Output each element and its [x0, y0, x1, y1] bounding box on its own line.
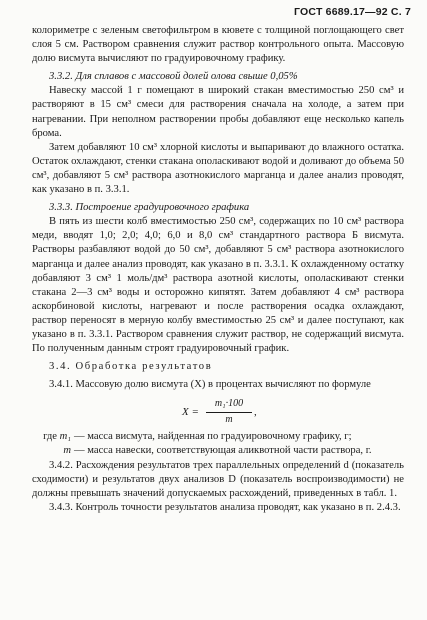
- formula-fraction: [206, 397, 252, 427]
- section-heading-text: 3.3.3. Построение градуировочного графика: [49, 202, 250, 214]
- paragraph-calibration: В пять из шести колб вместимостью 250 см³, содержащих по 10 см³ раствора меди, вводят 1,0; 2,0; 4,0; 6,0 и 8,0 см³ стандартного раствора Б висмута. Растворы разбавляют водой до 50 см³, добавляют 5 см³ раствора азотнокислого марганца и далее анализ проводят, как указано в п. 3.3.1. К охлажденному остатку добавляют 3 см³ 1 моль/дм³ раствора азотной кислоты, ополаскивают стенки стакана 2—3 см³ воды и осторожно кипятят. Затем добавляют 4 см³ раствора аскорбиновой кислоты, нагревают и после растворения осадка охлаждают, раствор переносят в мерную колбу вместимостью 25 см³ и далее поступают, как указано в п. 3.3.1. Раствором сравнения служит раствор, не содержащий висмута. По полученным данным строят градуировочный график.: [32, 216, 404, 355]
- definition-m: [32, 444, 404, 458]
- paragraph-formula-intro: 3.4.1. Массовую долю висмута (X) в процентах вычисляют по формуле: [49, 379, 371, 391]
- definition-symbol: m: [63, 445, 71, 457]
- paragraph-sample: Навеску массой 1 г помещают в широкий стакан вместимостью 250 см³ и растворяют в 15 см³ смеси для растворения сначала на холоде, а затем при нагревании. При неполном растворении пробы добавляют еще несколько капель брома.: [32, 85, 404, 139]
- section-heading-3-4: 3.4. Обработка результатов: [49, 361, 213, 373]
- paragraph-accuracy-control: 3.4.3. Контроль точности результатов анализа проводят, как указано в п. 2.4.3.: [49, 501, 401, 513]
- formula-numerator: m₁·100: [206, 397, 252, 413]
- definition-text: — масса навески, соответствующая аликвотной части раствора, г.: [74, 445, 372, 457]
- definition-m1: [32, 430, 404, 444]
- section-heading-3-3-3: [32, 201, 404, 215]
- bismuth-formula: [32, 397, 404, 427]
- formula-comma: ,: [254, 406, 257, 419]
- definition-text: — масса висмута, найденная по градуировочному графику, г;: [74, 431, 352, 443]
- definition-symbol: где m₁: [43, 431, 71, 443]
- page-header: ГОСТ 6689.17—92 С. 7: [294, 6, 411, 18]
- paragraph-discrepancies: 3.4.2. Расхождения результатов трех параллельных определений d (показатель сходимости) и результатов двух анализов D (показатель воспроизводимости) не должны превышать значений допускаемых расхождений, приведенных в табл. 1.: [32, 459, 404, 499]
- section-heading-3-3-2: [32, 70, 404, 84]
- formula-lhs: X =: [182, 406, 199, 419]
- paragraph-evaporation: Затем добавляют 10 см³ хлорной кислоты и выпаривают до влажного остатка. Остаток охлаждают, стенки стакана ополаскивают водой и доливают до объема 50 см³, добавляют 5 см³ раствора азотнокислого марганца и далее анализ проводят, как указано в п. 3.3.1.: [32, 141, 404, 196]
- document-body: [32, 24, 404, 515]
- paragraph-colorimeter: колориметре с зеленым светофильтром в кювете с толщиной поглощающего свет слоя 5 см. Раствором сравнения служит раствор контрольного опыта. Массовую долю висмута вычисляют по градуировочному графику.: [32, 25, 404, 65]
- formula-denominator: m: [225, 414, 233, 426]
- definition-lead: где: [43, 431, 57, 443]
- section-heading-text: 3.3.2. Для сплавов с массовой долей олова свыше 0,05%: [49, 71, 298, 83]
